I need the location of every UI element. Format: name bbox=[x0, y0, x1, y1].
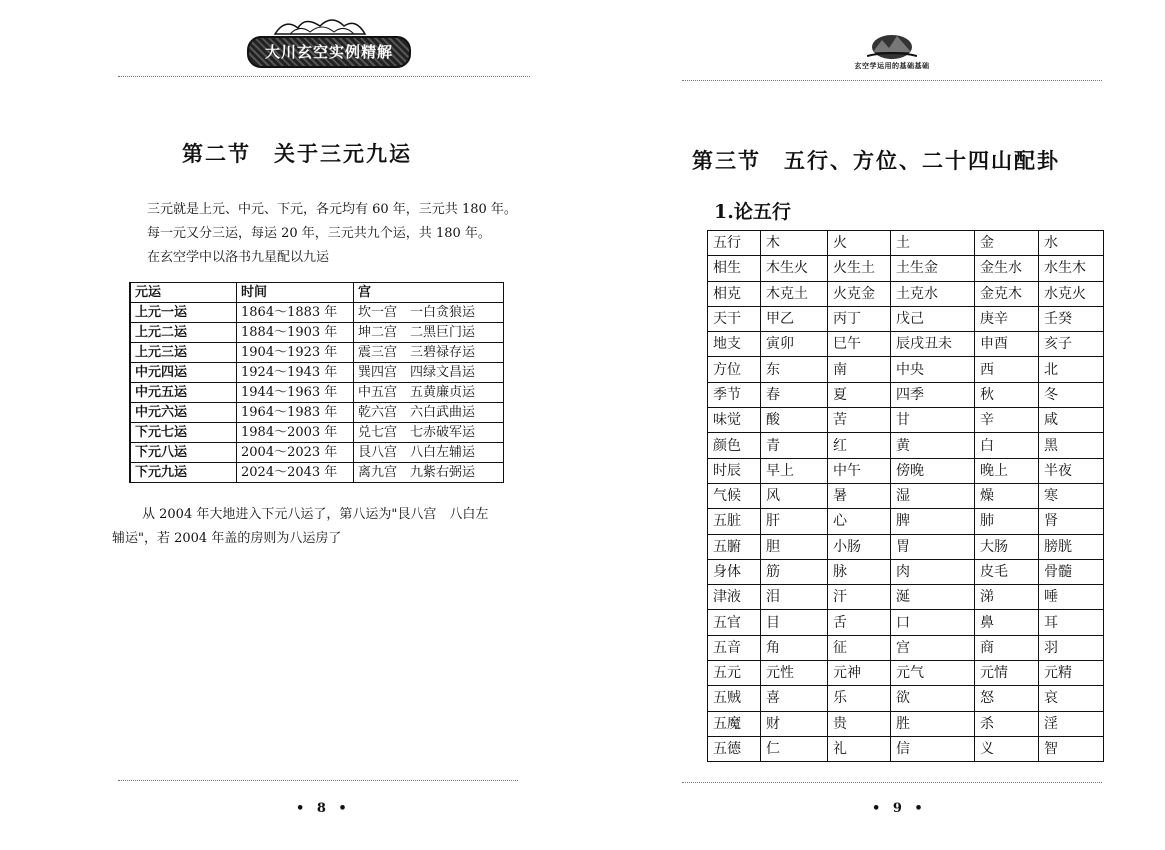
table-cell: 上元二运 bbox=[130, 323, 237, 343]
table-cell: 申酉 bbox=[975, 332, 1039, 357]
header-divider bbox=[118, 76, 530, 77]
table-cell: 胃 bbox=[891, 534, 975, 559]
section-title: 第二节 关于三元九运 bbox=[182, 141, 412, 166]
table-row bbox=[130, 363, 504, 383]
table-cell: 下元九运 bbox=[130, 463, 237, 483]
table-cell: 涕 bbox=[975, 585, 1039, 610]
table-cell: 乐 bbox=[828, 686, 891, 711]
table-cell: 湿 bbox=[891, 483, 975, 508]
table-cell: 淫 bbox=[1039, 711, 1104, 736]
table-cell: 暑 bbox=[828, 483, 891, 508]
table-cell: 2024～2043 年 bbox=[237, 463, 354, 483]
intro-line: 每一元又分三运，每运 20 年，三元共九个运，共 180 年。 bbox=[147, 226, 491, 241]
table-cell: 财 bbox=[761, 711, 828, 736]
table-row bbox=[130, 443, 504, 463]
table-row bbox=[708, 736, 1104, 761]
table-row bbox=[708, 231, 1104, 256]
table-cell: 肺 bbox=[975, 509, 1039, 534]
table-cell: 庚辛 bbox=[975, 306, 1039, 331]
table-cell: 心 bbox=[828, 509, 891, 534]
left-page bbox=[0, 0, 582, 850]
table-cell: 元情 bbox=[975, 661, 1039, 686]
table-cell: 土生金 bbox=[891, 256, 975, 281]
table-cell: 1864～1883 年 bbox=[237, 303, 354, 323]
table-cell: 信 bbox=[891, 736, 975, 761]
table-cell: 唾 bbox=[1039, 585, 1104, 610]
row-label-cell: 天干 bbox=[708, 306, 761, 331]
table-cell: 金 bbox=[975, 231, 1039, 256]
table-cell: 秋 bbox=[975, 382, 1039, 407]
table-cell: 丙丁 bbox=[828, 306, 891, 331]
table-cell: 贵 bbox=[828, 711, 891, 736]
table-cell: 中元六运 bbox=[130, 403, 237, 423]
table-cell: 火生土 bbox=[828, 256, 891, 281]
table-row bbox=[130, 463, 504, 483]
table-cell: 杀 bbox=[975, 711, 1039, 736]
table-row bbox=[708, 661, 1104, 686]
table-cell: 金克木 bbox=[975, 281, 1039, 306]
table-row bbox=[130, 323, 504, 343]
table-cell: 咸 bbox=[1039, 408, 1104, 433]
row-label-cell: 五音 bbox=[708, 635, 761, 660]
table-cell: 酸 bbox=[761, 408, 828, 433]
table-cell: 胆 bbox=[761, 534, 828, 559]
table-cell: 1904～1923 年 bbox=[237, 343, 354, 363]
table-cell: 苦 bbox=[828, 408, 891, 433]
table-cell: 寅卯 bbox=[761, 332, 828, 357]
table-cell: 膀胱 bbox=[1039, 534, 1104, 559]
row-label-cell: 季节 bbox=[708, 382, 761, 407]
row-label-cell: 五元 bbox=[708, 661, 761, 686]
table-cell: 肝 bbox=[761, 509, 828, 534]
table-row bbox=[708, 483, 1104, 508]
table-cell: 汗 bbox=[828, 585, 891, 610]
row-label-cell: 五贼 bbox=[708, 686, 761, 711]
table-cell: 1964～1983 年 bbox=[237, 403, 354, 423]
table-row bbox=[130, 343, 504, 363]
table-cell: 小肠 bbox=[828, 534, 891, 559]
row-label-cell: 相生 bbox=[708, 256, 761, 281]
table-cell: 征 bbox=[828, 635, 891, 660]
table-cell: 皮毛 bbox=[975, 559, 1039, 584]
table-cell: 半夜 bbox=[1039, 458, 1104, 483]
table-cell: 甘 bbox=[891, 408, 975, 433]
header-logo-text: 大川玄空实例精解 bbox=[264, 43, 393, 61]
table-row bbox=[708, 635, 1104, 660]
table-cell: 胜 bbox=[891, 711, 975, 736]
row-label-cell: 相克 bbox=[708, 281, 761, 306]
table-cell: 下元七运 bbox=[130, 423, 237, 443]
table-cell: 角 bbox=[761, 635, 828, 660]
intro-line: 在玄空学中以洛书九星配以九运 bbox=[147, 250, 330, 265]
table-cell: 晚上 bbox=[975, 458, 1039, 483]
table-cell: 震三宫 三碧禄存运 bbox=[354, 343, 504, 363]
table-cell: 肾 bbox=[1039, 509, 1104, 534]
row-label-cell: 颜色 bbox=[708, 433, 761, 458]
table-cell: 宫 bbox=[891, 635, 975, 660]
table-row bbox=[708, 408, 1104, 433]
table-cell: 中元四运 bbox=[130, 363, 237, 383]
table-cell: 黑 bbox=[1039, 433, 1104, 458]
table-cell: 1884～1903 年 bbox=[237, 323, 354, 343]
table-cell: 下元八运 bbox=[130, 443, 237, 463]
row-label-cell: 时辰 bbox=[708, 458, 761, 483]
header-logo bbox=[247, 36, 411, 68]
table-cell: 东 bbox=[761, 357, 828, 382]
table-row bbox=[130, 403, 504, 423]
table-cell: 红 bbox=[828, 433, 891, 458]
header-cell: 宫 bbox=[354, 283, 504, 303]
table-cell: 北 bbox=[1039, 357, 1104, 382]
row-label-cell: 五官 bbox=[708, 610, 761, 635]
table-cell: 脉 bbox=[828, 559, 891, 584]
table-cell: 耳 bbox=[1039, 610, 1104, 635]
table-cell: 元气 bbox=[891, 661, 975, 686]
row-label-cell: 味觉 bbox=[708, 408, 761, 433]
table-cell: 春 bbox=[761, 382, 828, 407]
table-cell: 木生火 bbox=[761, 256, 828, 281]
table-cell: 元性 bbox=[761, 661, 828, 686]
table-row bbox=[708, 281, 1104, 306]
table-row bbox=[708, 559, 1104, 584]
table-cell: 中五宫 五黄廉贞运 bbox=[354, 383, 504, 403]
table-cell: 涎 bbox=[891, 585, 975, 610]
table-cell: 大肠 bbox=[975, 534, 1039, 559]
table-cell: 火克金 bbox=[828, 281, 891, 306]
table-row bbox=[708, 610, 1104, 635]
table-cell: 巳午 bbox=[828, 332, 891, 357]
row-label-cell: 津液 bbox=[708, 585, 761, 610]
table-row bbox=[708, 711, 1104, 736]
table-cell: 水 bbox=[1039, 231, 1104, 256]
table-cell: 亥子 bbox=[1039, 332, 1104, 357]
table-cell: 2004～2023 年 bbox=[237, 443, 354, 463]
table-cell: 商 bbox=[975, 635, 1039, 660]
running-head: 玄空学运用的基础基础 bbox=[854, 61, 930, 70]
table-cell: 1984～2003 年 bbox=[237, 423, 354, 443]
table-cell: 羽 bbox=[1039, 635, 1104, 660]
page-number: • 9 • bbox=[872, 801, 927, 816]
row-label-cell: 气候 bbox=[708, 483, 761, 508]
table-row bbox=[708, 585, 1104, 610]
outro-line: 从 2004 年大地进入下元八运了，第八运为"艮八宫 八白左 bbox=[142, 507, 489, 522]
outro-paragraph bbox=[112, 503, 542, 551]
table-cell: 戊己 bbox=[891, 306, 975, 331]
table-cell: 哀 bbox=[1039, 686, 1104, 711]
table-cell: 西 bbox=[975, 357, 1039, 382]
table-cell: 白 bbox=[975, 433, 1039, 458]
row-label-cell: 五德 bbox=[708, 736, 761, 761]
table-cell: 口 bbox=[891, 610, 975, 635]
table-cell: 南 bbox=[828, 357, 891, 382]
right-page bbox=[582, 0, 1165, 850]
footer-divider bbox=[118, 780, 518, 781]
table-cell: 青 bbox=[761, 433, 828, 458]
footer-divider bbox=[682, 782, 1102, 783]
table-cell: 上元一运 bbox=[130, 303, 237, 323]
table-row bbox=[130, 423, 504, 443]
row-label-cell: 五行 bbox=[708, 231, 761, 256]
cloud-ornament-icon bbox=[270, 14, 370, 38]
table-cell: 筋 bbox=[761, 559, 828, 584]
table-cell: 夏 bbox=[828, 382, 891, 407]
table-cell: 艮八宫 八白左辅运 bbox=[354, 443, 504, 463]
table-row bbox=[708, 686, 1104, 711]
table-cell: 金生水 bbox=[975, 256, 1039, 281]
nine-cycles-table bbox=[129, 282, 504, 483]
table-cell: 寒 bbox=[1039, 483, 1104, 508]
table-row bbox=[708, 357, 1104, 382]
table-row bbox=[708, 256, 1104, 281]
table-row bbox=[130, 303, 504, 323]
header-cell: 时间 bbox=[237, 283, 354, 303]
table-cell: 舌 bbox=[828, 610, 891, 635]
row-label-cell: 五魔 bbox=[708, 711, 761, 736]
table-cell: 中午 bbox=[828, 458, 891, 483]
table-cell: 黄 bbox=[891, 433, 975, 458]
table-cell: 水克火 bbox=[1039, 281, 1104, 306]
table-cell: 元精 bbox=[1039, 661, 1104, 686]
table-cell: 木克土 bbox=[761, 281, 828, 306]
row-label-cell: 地支 bbox=[708, 332, 761, 357]
page-number: • 8 • bbox=[296, 801, 351, 816]
table-row bbox=[708, 382, 1104, 407]
table-cell: 兑七宫 七赤破军运 bbox=[354, 423, 504, 443]
table-row bbox=[708, 306, 1104, 331]
table-cell: 中央 bbox=[891, 357, 975, 382]
table-cell: 冬 bbox=[1039, 382, 1104, 407]
table-cell: 燥 bbox=[975, 483, 1039, 508]
table-cell: 智 bbox=[1039, 736, 1104, 761]
subsection-title: 1.论五行 bbox=[714, 201, 791, 223]
table-cell: 目 bbox=[761, 610, 828, 635]
table-cell: 辛 bbox=[975, 408, 1039, 433]
table-cell: 坎一宫 一白贪狼运 bbox=[354, 303, 504, 323]
table-cell: 坤二宫 二黑巨门运 bbox=[354, 323, 504, 343]
table-cell: 礼 bbox=[828, 736, 891, 761]
table-cell: 壬癸 bbox=[1039, 306, 1104, 331]
intro-paragraph bbox=[147, 198, 517, 270]
table-row bbox=[708, 433, 1104, 458]
row-label-cell: 五脏 bbox=[708, 509, 761, 534]
table-cell: 木 bbox=[761, 231, 828, 256]
intro-line: 三元就是上元、中元、下元，各元均有 60 年，三元共 180 年。 bbox=[147, 202, 517, 217]
table-cell: 火 bbox=[828, 231, 891, 256]
table-cell: 喜 bbox=[761, 686, 828, 711]
section-title: 第三节 五行、方位、二十四山配卦 bbox=[692, 148, 1060, 173]
table-cell: 脾 bbox=[891, 509, 975, 534]
row-label-cell: 方位 bbox=[708, 357, 761, 382]
table-cell: 中元五运 bbox=[130, 383, 237, 403]
table-cell: 欲 bbox=[891, 686, 975, 711]
table-cell: 水生木 bbox=[1039, 256, 1104, 281]
row-label-cell: 五腑 bbox=[708, 534, 761, 559]
table-cell: 巽四宫 四绿文昌运 bbox=[354, 363, 504, 383]
table-cell: 早上 bbox=[761, 458, 828, 483]
table-cell: 义 bbox=[975, 736, 1039, 761]
table-cell: 四季 bbox=[891, 382, 975, 407]
table-cell: 乾六宫 六白武曲运 bbox=[354, 403, 504, 423]
table-cell: 风 bbox=[761, 483, 828, 508]
row-label-cell: 身体 bbox=[708, 559, 761, 584]
table-cell: 骨髓 bbox=[1039, 559, 1104, 584]
header-cell: 元运 bbox=[130, 283, 237, 303]
table-cell: 傍晚 bbox=[891, 458, 975, 483]
table-cell: 怒 bbox=[975, 686, 1039, 711]
table-row bbox=[708, 458, 1104, 483]
table-cell: 辰戌丑未 bbox=[891, 332, 975, 357]
table-cell: 土 bbox=[891, 231, 975, 256]
table-cell: 仁 bbox=[761, 736, 828, 761]
table-row bbox=[130, 383, 504, 403]
table-row bbox=[708, 534, 1104, 559]
table-cell: 土克水 bbox=[891, 281, 975, 306]
table-cell: 鼻 bbox=[975, 610, 1039, 635]
landscape-emblem-icon bbox=[867, 30, 917, 60]
table-row bbox=[708, 509, 1104, 534]
table-cell: 1924～1943 年 bbox=[237, 363, 354, 383]
outro-line: 辅运"，若 2004 年盖的房则为八运房了 bbox=[112, 531, 342, 546]
table-header-row bbox=[130, 283, 504, 303]
table-cell: 离九宫 九紫右弼运 bbox=[354, 463, 504, 483]
five-elements-table-body bbox=[708, 231, 1104, 762]
table-cell: 肉 bbox=[891, 559, 975, 584]
table-cell: 1944～1963 年 bbox=[237, 383, 354, 403]
table-cell: 元神 bbox=[828, 661, 891, 686]
table-cell: 上元三运 bbox=[130, 343, 237, 363]
header-divider bbox=[682, 80, 1102, 81]
table-cell: 泪 bbox=[761, 585, 828, 610]
table-row bbox=[708, 332, 1104, 357]
five-elements-table bbox=[707, 230, 1104, 762]
table-cell: 甲乙 bbox=[761, 306, 828, 331]
